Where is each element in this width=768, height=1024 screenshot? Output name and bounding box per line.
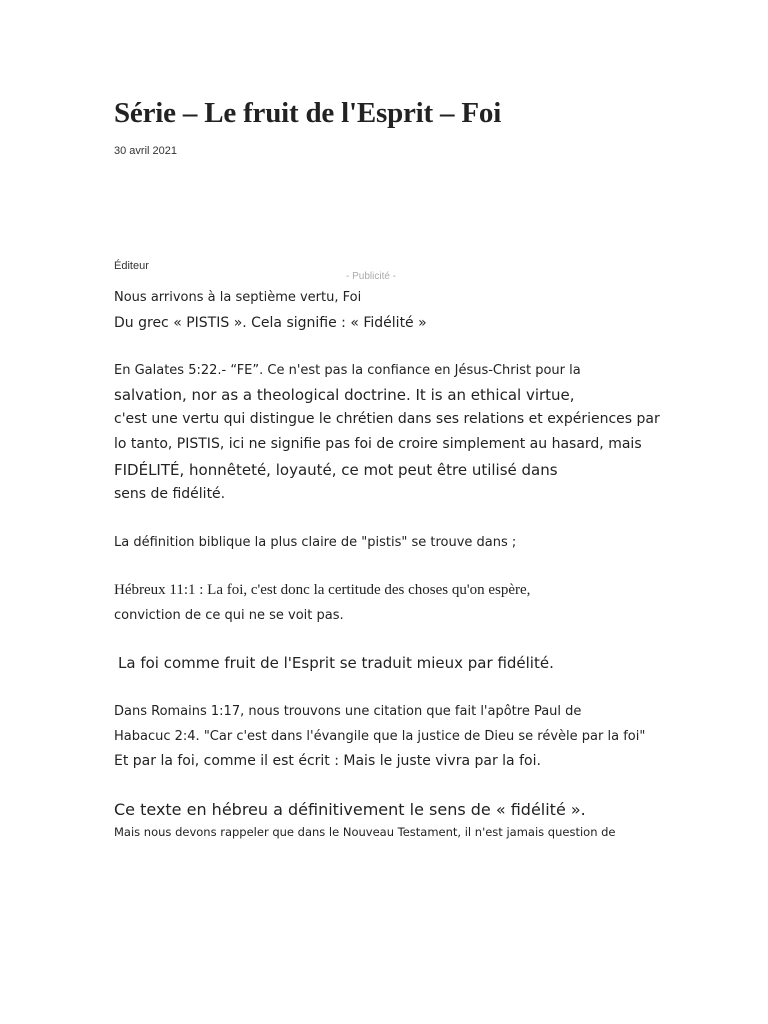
article-title: Série – Le fruit de l'Esprit – Foi	[114, 97, 502, 129]
paragraph-line: salvation, nor as a theological doctrine. It is an ethical virtue,	[114, 386, 575, 404]
paragraph-line: Ce texte en hébreu a définitivement le sens de « fidélité ».	[114, 800, 586, 819]
article-date: 30 avril 2021	[114, 145, 177, 157]
paragraph-line: Mais nous devons rappeler que dans le Nouveau Testament, il n'est jamais question de	[114, 825, 616, 839]
paragraph-line: Du grec « PISTIS ». Cela signifie : « Fidélité »	[114, 315, 427, 331]
paragraph-line: Et par la foi, comme il est écrit : Mais le juste vivra par la foi.	[114, 753, 541, 769]
paragraph-line: conviction de ce qui ne se voit pas.	[114, 608, 344, 623]
paragraph-line: c'est une vertu qui distingue le chrétien dans ses relations et expériences par	[114, 411, 660, 427]
paragraph-line: FIDÉLITÉ, honnêteté, loyauté, ce mot peut être utilisé dans	[114, 461, 558, 479]
paragraph-line: La foi comme fruit de l'Esprit se traduit mieux par fidélité.	[118, 654, 554, 672]
paragraph-line: Nous arrivons à la septième vertu, Foi	[114, 290, 362, 305]
paragraph-line: En Galates 5:22.- “FE”. Ce n'est pas la confiance en Jésus-Christ pour la	[114, 363, 581, 378]
paragraph-line: Dans Romains 1:17, nous trouvons une citation que fait l'apôtre Paul de	[114, 704, 582, 719]
paragraph-line: Habacuc 2:4. "Car c'est dans l'évangile que la justice de Dieu se révèle par la foi"	[114, 729, 646, 744]
paragraph-line: sens de fidélité.	[114, 486, 226, 502]
ad-label: - Publicité -	[346, 271, 397, 282]
paragraph-line: lo tanto, PISTIS, ici ne signifie pas foi de croire simplement au hasard, mais	[114, 436, 642, 452]
scripture-quote: Hébreux 11:1 : La foi, c'est donc la certitude des choses qu'on espère,	[114, 582, 531, 598]
article-editor: Éditeur	[114, 260, 149, 272]
paragraph-line: La définition biblique la plus claire de "pistis" se trouve dans ;	[114, 535, 517, 550]
